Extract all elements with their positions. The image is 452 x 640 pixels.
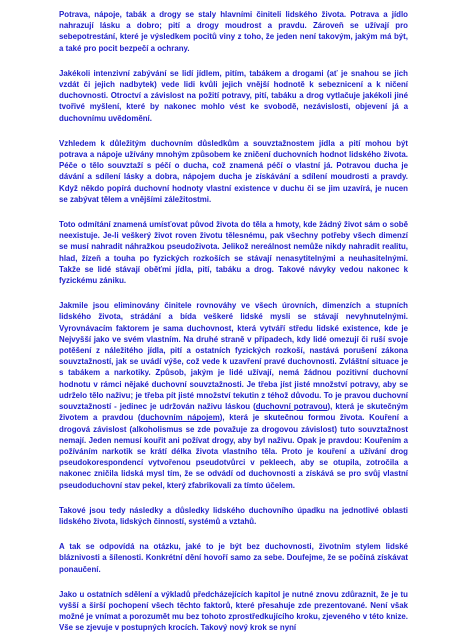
text-segment: Jakékoli intenzivní zabývání se lidí jídlem, pitím, tabákem a drogami (ať je snahou se jich vzdát či jejich nadbytek) vede lidi kvůli jejich vnější hodnotě k sebeznicení a k ničení duchovnosti. Otroctví a závislost na požití potravy, pití, tabáku a drog vytlačuje jakékoli jiné tvořivé myšlení, které by nakonec mohlo vést ke svobodě, nezávislosti, objevení já a duchovnímu uvědomění.	[59, 68, 408, 123]
paragraph	[59, 68, 408, 124]
text-segment: ), která je skutečným životem a pravdou (	[59, 402, 408, 423]
text-segment: Jako u ostatních sdělení a výkladů předcházejících kapitol je nutné znovu zdůraznit, že je tu vyšší a širší pochopení všech těchto faktorů, které přesahuje zde prezentované. Není však možné je vnímat a porozumět mu bez tohoto zprostředkujícího kroku, zjeveného v této knize. Vše se zjevuje v postupných krocích. Takový nový krok se nyní	[59, 589, 408, 633]
paragraph	[59, 300, 408, 490]
text-segment: Vzhledem k důležitým duchovním důsledkům a souvztažnostem jídla a pití mohou být potrava a nápoje užívány mnohým způsobem ke zničení duchovních hodnot lidského života. Péče o tělo souvztaží s péčí o ducha, což znamená péčí o vlastní já. Potravou ducha je dávání a sdílení lásky a dobra, nápojem ducha je získávání a sdílení moudrosti a pravdy. Když někdo popírá duchovní hodnoty vlastní existence v duchu či se jim uzavírá, je nucen se zabývat tělem a vnějšími záležitostmi.	[59, 138, 408, 204]
text-segment: Toto odmítání znamená umísťovat původ života do těla a hmoty, kde žádný život sám o sobě neexistuje. Je-li veškerý život roven životu tělesnému, pak všechny potřeby všech dimenzí se musí nahradit náhražkou pseudoživota. Jelikož nereálnost nemůže nikdy nahradit realitu, hlad, žízeň a touha po fyzických rozkoších se stávají nenasytitelnými a neuhasitelnými. Takže se lidé stávají oběťmi jídla, pití, tabáku a drog. Takové návyky vedou nakonec k fyzickému zániku.	[59, 220, 408, 286]
text-segment: Potrava, nápoje, tabák a drogy se staly hlavními činiteli lidského života. Potrava a jídlo nahrazují lásku a dobro; pití a drogy moudrost a pravdu. Zároveň se užívají pro sebepotrestání, které je výsledkem pocitů viny z toho, že jeden není takovým, jakým má být, a také pro pocit bezpečí a ochrany.	[59, 10, 408, 53]
paragraph	[59, 541, 408, 575]
text-segment: Takové jsou tedy následky a důsledky lidského duchovního úpadku na jednotlivé oblasti lidského života, lidských činností, systémů a vztahů.	[59, 505, 408, 526]
text-segment: A tak se odpovídá na otázku, jaké to je být bez duchovnosti, životním stylem lidské bláznivosti a šílenosti. Konkrétní dění hovoří samo za sebe. Doufejme, že se počíná získávat ponaučení.	[59, 542, 408, 574]
underlined-text: duchovní potravou	[255, 402, 328, 412]
paragraph	[59, 505, 408, 527]
text-segment: ), která je skutečnou formou života. Kouření a drogová závislost (alkoholismus se zde považuje za drogovou závislost) tuto souvztažnost nemají. Jeden nemusí kouřit ani požívat drogy, aby byl naživu. Opak je pravdou: Kouřením a požíváním narkotik se krátí délka života vlastního těla. Proto je kouření a užívání drog pseudokorespondencí vytvořenou pseudotvůrci v pekleech, aby se otupila, zotročila a nakonec zničila lidská mysl tím, že se odvádí od duchovnosti a získává se pro svůj vlastní pseudoduchovní stav pekel, který zfabrikovali za tímto účelem.	[59, 413, 408, 490]
paragraph	[59, 589, 408, 634]
paragraph	[59, 138, 408, 205]
underlined-text: duchovním nápojem	[140, 413, 220, 423]
paragraph	[59, 9, 408, 54]
paragraph	[59, 219, 408, 286]
text-segment: Jakmile jsou eliminovány činitele rovnováhy ve všech úrovních, dimenzích a stupních lidského života, strádání a bída veškeré lidské mysli se stávají nevyhnutelnými. Vyrovnávacím faktorem je sama duchovnost, která vytváří středu lidské existence, kde je Nejvyšší jako ve svém vlastním. Na druhé straně v případech, kdy lidé omezují či ruší svoje potěšení z náležitého jídla, pití a ostatních fyzických rozkoší, nastává porušení zákona souvztažností, jak se uvádí výše, což vede k uzavření pravé duchovnosti. Zvláštní situace je s tabákem a narkotiky. Způsob, jakým je lidé užívají, nemá žádnou pozitivní duchovní hodnotu v rámci nějaké duchovní souvztažnosti. Je třeba jíst jisté množství potravy, aby se udrželo tělo naživu; je třeba pít jisté množství tekutin z téhož důvodu. To je pravou duchovní souvztažností - jedinec je udržován naživu láskou (	[59, 301, 408, 412]
